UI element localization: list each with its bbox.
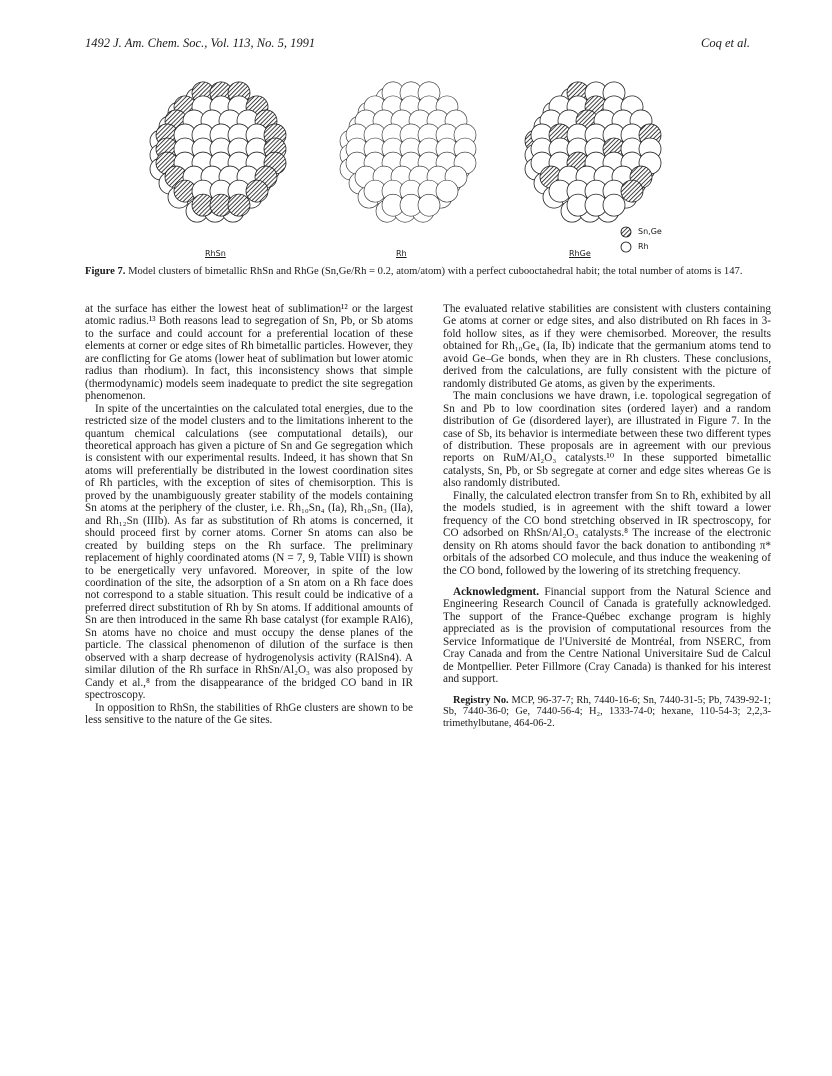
figure-legend [620,224,662,254]
paragraph: The evaluated relative stabilities are consistent with clusters containing Ge atoms at corner or edge sites, and also distributed on Rh faces in 3-fold hollow sites, as if they were chemisorbed. Moreover, the results obtained for Rh₁₀Ge₄ (Ia, Ib) indicate that the germanium atoms tend to avoid Ge–Ge bonds, when they are in Rh clusters. These conclusions, derived from the calculations, are fully consistent with the picture of randomly distributed Ge atoms, as given by the experiments. [443,303,771,390]
legend-item-rh [620,239,662,254]
registry-numbers [443,695,771,730]
registry-text: MCP, 96-37-7; Rh, 7440-16-6; Sn, 7440-31-5; Pb, 7439-92-1; Sb, 7440-36-0; Ge, 7440-56-4; H₂, 1333-74-0; hexane, 110-54-3; 2,2,3-trimethylbutane, 464-06-2. [443,694,771,729]
paragraph: at the surface has either the lowest heat of sublimation¹² or the largest atomic radius.¹³ Both reasons lead to segregation of Sn, Pb, or Sb atoms to the surface and could account for a preferential location of these elements at corner or edge sites of Rh bimetallic particles. However, they are conflicting for Ge atoms (lower heat of sublimation but lower atomic radius than rhodium). In fact, this inconsistency shows that simple (thermodynamic) models seem inadequate to predict the site segregation phenomenon. [85,303,413,403]
cluster-label-rh: Rh [396,249,407,258]
left-column [85,303,413,726]
sn-ge-atom [621,180,643,202]
figure-caption [85,266,755,278]
cluster-label-rhsn: RhSn [205,249,226,258]
right-column [443,303,771,729]
rh-atom [418,194,440,216]
cluster-rhge [525,82,661,222]
sn-ge-atom [228,194,250,216]
cluster-rh [340,82,476,222]
rh-atom [603,194,625,216]
hatched-atom-icon [620,226,632,238]
paragraph: In spite of the uncertainties on the calculated total energies, due to the restricted size of the model clusters and to the limitations inherent to the quantum chemical calculations (see computational details), our theoretical approach has given a picture of Sn and Ge segregation which is consistent with our experimental results. Indeed, it has shown that Sn atoms will preferentially be distributed in the lowest coordination sites of Rh particles, with the exception of sites of chemisorption. This is proved by the unambiguously greater stability of the models containing Sn atoms at the periphery of the cluster, i.e. Rh₁₀Sn₄ (Ia), Rh₁₀Sn₃ (IIa), and Rh₁₂Sn (IIIb). As far as substitution of Rh atoms is concerned, it should proceed first by corner atoms. Corner Sn atoms can also be created by building steps on the Rh surface. The preliminary replacement of highly coordinated atoms (N = 7, 9, Table VIII) is shown to be energetically very unfavored. Moreover, in spite of the low coordination of the site, the adsorption of a Sn atom on a Rh face does not correspond to a stable situation. This result could be indicative of a preferred direct substitution of Rh by Sn atoms. If additional amounts of Sn are then introduced in the same Rh base catalyst (for example RAl6), Sn atoms have no choice and must occupy the dense planes of the particle. The classical phenomenon of dilution of the surface is then observed with a sharp decrease of hydrogenolysis activity (RAlSn4). A similar dilution of the Rh surface in RhSn/Al₂O₃ was also proposed by Candy et al.,⁸ from the disappearance of the bridged CO band in IR spectroscopy. [85,402,413,702]
paragraph: Finally, the calculated electron transfer from Sn to Rh, exhibited by all the models studied, is in agreement with the shift toward a lower frequency of the CO bond stretching observed in IR spectroscopy, for CO adsorbed on RhSn/Al₂O₃ catalysts.⁸ The increase of the electronic density on Rh atoms should favor the back donation to antibonding π* orbitals of the adsorbed CO molecule, and thus induce the weakening of the CO bond, followed by the lowering of its stretching frequency. [443,489,771,577]
cluster-label-rhge: RhGe [569,249,591,258]
caption-text: Model clusters of bimetallic RhSn and RhGe (Sn,Ge/Rh = 0.2, atom/atom) with a perfect cubooctahedral habit; the total number of atoms is 147. [125,266,743,277]
sn-ge-atom [246,180,268,202]
caption-label: Figure 7. [85,266,126,277]
figure-7 [85,70,750,260]
paragraph: In opposition to RhSn, the stabilities of RhGe clusters are shown to be less sensitive to the nature of the Ge sites. [85,701,413,726]
registry-label: Registry No. [453,694,509,706]
author-header: Coq et al. [701,36,750,50]
acknowledgment-text: Financial support from the Natural Science and Engineering Research Council of Canada is gratefully acknowledged. The support of the France-Québec exchange program is highly appreciated as is the provision of computational resources from the Service Informatique de l'Université de Montréal, from NSERC, from Cray Canada and from the Centre National Universitaire Sud de Calcul de Montpellier. Peter Fillmore (Cray Canada) is thanked for his interest and support. [443,585,771,686]
cluster-rhsn [150,82,286,222]
legend-label-sn-ge: Sn,Ge [638,227,662,236]
acknowledgment-label: Acknowledgment. [453,585,540,598]
open-atom-icon [620,241,632,253]
legend-label-rh: Rh [638,242,649,251]
rh-atom [436,180,458,202]
acknowledgment [443,586,771,686]
journal-citation: 1492 J. Am. Chem. Soc., Vol. 113, No. 5, 1991 [85,36,316,50]
legend-item-sn-ge [620,224,662,239]
paragraph: The main conclusions we have drawn, i.e. topological segregation of Sn and Pb to low coordination sites (ordered layer) and a random distribution of Ge (disordered layer), are illustrated in Figure 7. In the case of Sb, its behavior is intermediate between these two different types of distribution. These proposals are in agreement with our previous reports on RuM/Al₂O₃ catalysts.¹⁰ In these supported bimetallic catalysts, Sn, Pb, or Sb segregate at corner and edge sites whereas Ge is also randomly distributed. [443,390,771,490]
